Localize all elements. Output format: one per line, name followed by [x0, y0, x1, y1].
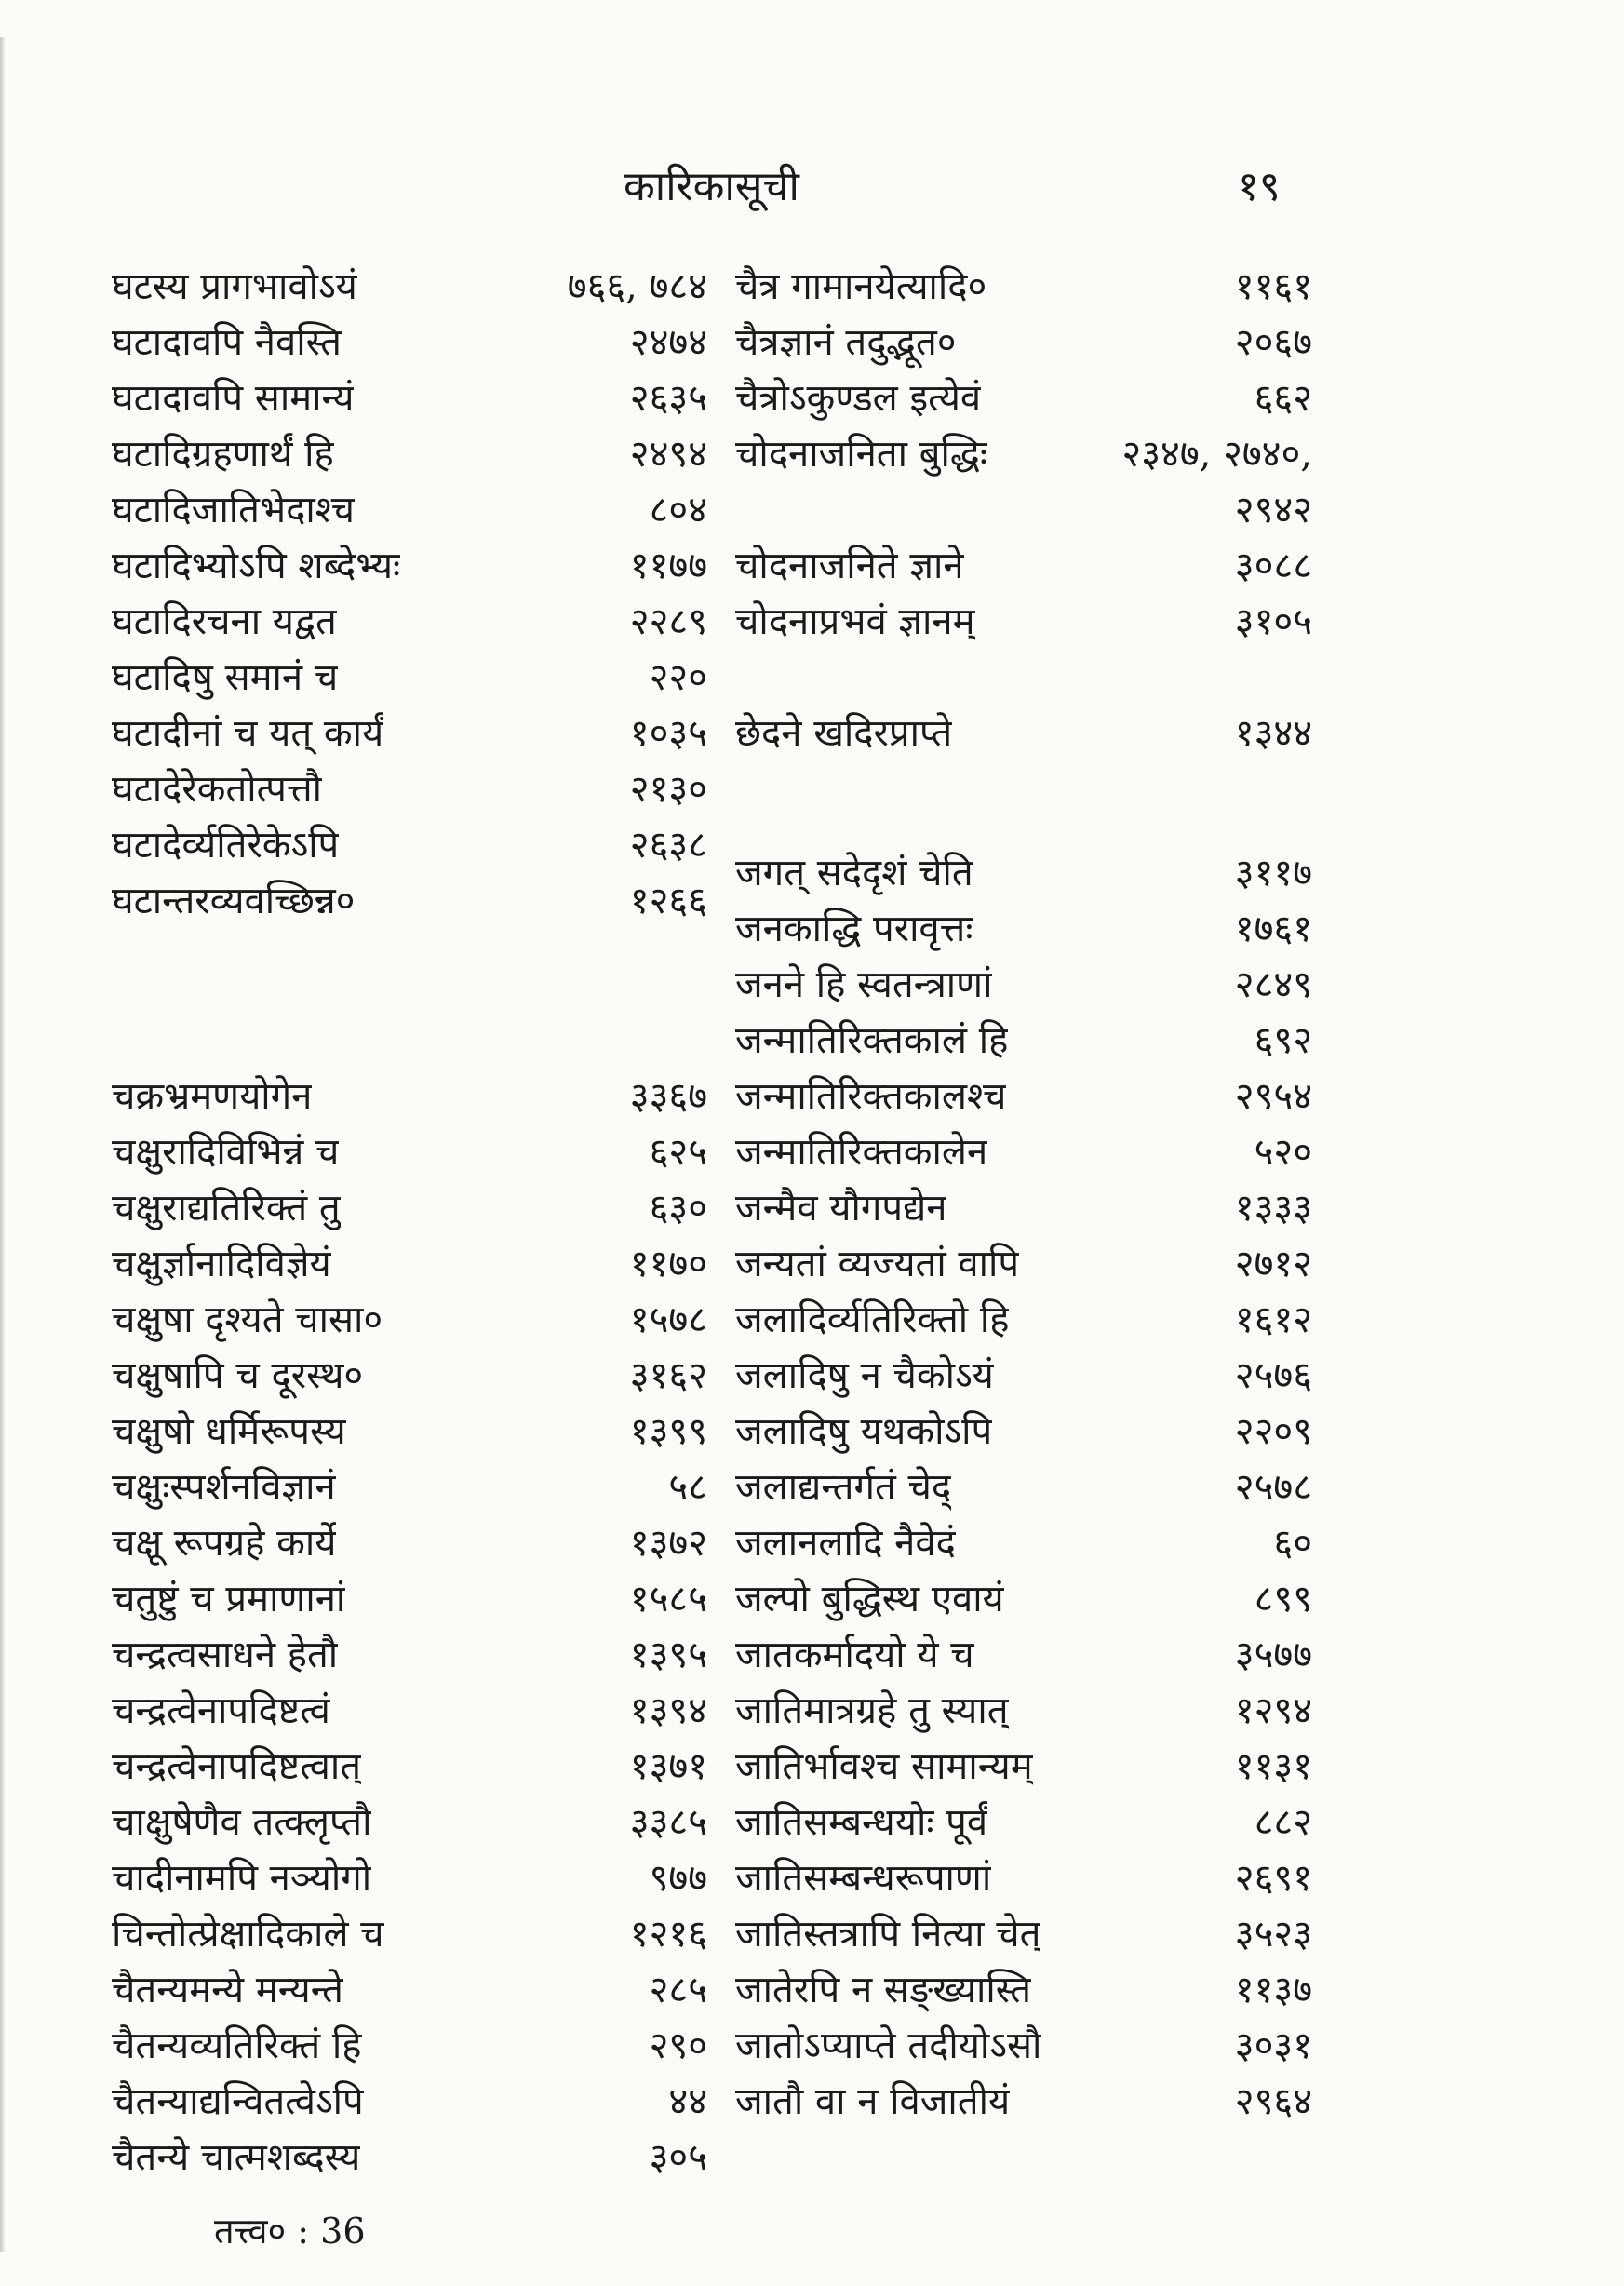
entry-number: १३४४ [1234, 712, 1312, 755]
index-entry [112, 817, 707, 873]
index-entry [112, 426, 707, 482]
entry-number: २७१२ [1234, 1243, 1312, 1285]
entry-number: ३०८८ [1234, 545, 1312, 587]
index-entry [735, 1069, 1312, 1124]
entry-text: जातिस्तत्रापि नित्या चेत् [735, 1913, 1041, 1956]
index-entry [735, 1013, 1312, 1069]
page-title: कारिकासूची [624, 163, 799, 210]
entry-text: घटादावपि सामान्यं [112, 377, 355, 420]
entry-number: ६६२ [1254, 377, 1312, 420]
entry-number: २९० [649, 2024, 707, 2067]
index-entry [735, 1515, 1312, 1571]
index-entry [112, 538, 707, 594]
entry-number: २८५ [649, 1969, 707, 2011]
entry-text: जन्मातिरिक्तकालेन [735, 1131, 988, 1174]
entry-number: ३३६७ [629, 1075, 707, 1118]
index-entry [112, 1683, 707, 1739]
entry-text: चैत्रोऽकुण्डल इत्येवं [735, 377, 982, 420]
entry-text: चन्द्रत्वेनापदिष्टत्वं [112, 1689, 330, 1732]
entry-number: ३१६२ [629, 1354, 707, 1397]
index-entry [112, 1292, 707, 1348]
entry-text: जन्यतां व्यज्यतां वापि [735, 1243, 1020, 1285]
entry-text: चन्द्रत्वसाधने हेतौ [112, 1634, 339, 1676]
index-entry [112, 1180, 707, 1236]
entry-text: जातिर्भावश्च सामान्यम् [735, 1745, 1033, 1788]
entry-text: चक्षुरादिविभिन्नं च [112, 1131, 340, 1174]
index-entry [112, 706, 707, 761]
entry-number: ११७७ [629, 545, 707, 587]
entry-number: २२० [649, 656, 707, 699]
entry-number: २६३५ [629, 377, 707, 420]
index-entry [112, 1404, 707, 1459]
entry-text: चक्षुर्ज्ञानादिविज्ञेयं [112, 1243, 331, 1285]
index-entry [735, 1292, 1312, 1348]
entry-number: १३९४ [629, 1689, 707, 1732]
index-entry [112, 370, 707, 426]
entry-number: ४४ [668, 2080, 707, 2123]
entry-number: २२०९ [1234, 1410, 1312, 1453]
entry-number: ११६१ [1234, 265, 1312, 308]
entry-text: चैतन्ये चात्मशब्दस्य [112, 2136, 361, 2179]
index-entry [112, 761, 707, 817]
entry-text: जन्मातिरिक्तकालं हि [735, 1019, 1009, 1062]
entry-number: २५७८ [1234, 1466, 1312, 1509]
entry-text: घटस्य प्रागभावोऽयं [112, 265, 357, 308]
section-gap [735, 761, 1312, 845]
index-entry [112, 1515, 707, 1571]
entry-number: २४९४ [629, 433, 707, 476]
index-entry [735, 901, 1312, 957]
left-column [112, 259, 707, 2185]
right-column [735, 259, 1312, 2130]
entry-text: चक्षुषा दृश्यते चासा० [112, 1298, 383, 1341]
entry-text: चन्द्रत्वेनापदिष्टत्वात् [112, 1745, 362, 1788]
entry-text: जलाद्यन्तर्गतं चेद् [735, 1466, 952, 1509]
entry-text: चक्षुराद्यतिरिक्तं तु [112, 1187, 341, 1230]
index-entry [735, 1850, 1312, 1906]
index-entry [735, 426, 1312, 482]
entry-number: १२१६ [629, 1913, 707, 1956]
entry-text: चक्षू रूपग्रहे कार्ये [112, 1522, 337, 1565]
entry-number: १३९९ [629, 1410, 707, 1453]
entry-text: जातोऽप्याप्ते तदीयोऽसौ [735, 2024, 1042, 2067]
section-gap [112, 929, 707, 1013]
entry-number: १२९४ [1234, 1689, 1312, 1732]
entry-number: ३५७७ [1234, 1634, 1312, 1676]
index-entry [735, 259, 1312, 315]
entry-number: ७६६, ७८४ [567, 265, 707, 308]
index-entry [112, 1627, 707, 1683]
page-number: १९ [1238, 163, 1281, 210]
entry-number: ९७७ [649, 1857, 707, 1900]
entry-number: २६३८ [629, 824, 707, 867]
entry-number: २९५४ [1234, 1075, 1312, 1118]
entry-number: १२६६ [629, 880, 707, 922]
entry-number: ६२५ [649, 1131, 707, 1174]
entry-number: ३०३१ [1234, 2024, 1312, 2067]
index-entry [735, 315, 1312, 370]
entry-text: जातिसम्बन्धयोः पूर्वं [735, 1801, 988, 1844]
entry-text: जलादिषु न चैकोऽयं [735, 1354, 994, 1397]
entry-text: घटादेरेकतोत्पत्तौ [112, 768, 322, 811]
index-entry [112, 594, 707, 650]
index-entry [735, 706, 1312, 761]
entry-text: चैतन्यमन्ये मन्यन्ते [112, 1969, 343, 2011]
entry-number: ५२० [1254, 1131, 1312, 1174]
entry-text: जलादिर्व्यतिरिक्तो हि [735, 1298, 1010, 1341]
entry-number: २९४२ [1234, 489, 1312, 531]
entry-number: २५७६ [1234, 1354, 1312, 1397]
entry-text: चक्षुःस्पर्शनविज्ञानं [112, 1466, 336, 1509]
index-entry [735, 1180, 1312, 1236]
entry-text: घटादिरचना यद्वत [112, 600, 337, 643]
entry-text: चैत्र गामानयेत्यादि० [735, 265, 987, 308]
entry-text: चक्षुषो धर्मिरूपस्य [112, 1410, 346, 1453]
entry-text: चक्षुषापि च दूरस्थ० [112, 1354, 364, 1397]
entry-text: घटादिग्रहणार्थं हि [112, 433, 334, 476]
index-entry [735, 2018, 1312, 2074]
entry-text: घटादिषु समानं च [112, 656, 339, 699]
entry-number: ५८ [668, 1466, 707, 1509]
entry-text: चैतन्याद्यन्वितत्वेऽपि [112, 2080, 364, 2123]
section-gap [735, 650, 1312, 706]
entry-number: ३०५ [649, 2136, 707, 2179]
entry-number: ३१०५ [1234, 600, 1312, 643]
index-entry [735, 370, 1312, 426]
index-entry [112, 2074, 707, 2130]
entry-text: चादीनामपि नञ्योगो [112, 1857, 372, 1900]
entry-text: घटान्तरव्यवच्छिन्न० [112, 880, 356, 922]
entry-number: ३११७ [1234, 852, 1312, 894]
index-entry [112, 315, 707, 370]
index-entry [112, 1348, 707, 1404]
index-entry [735, 957, 1312, 1013]
entry-number: ८०४ [649, 489, 707, 531]
entry-text: जलादिषु यथकोऽपि [735, 1410, 993, 1453]
entry-number: ११३१ [1234, 1745, 1312, 1788]
index-entry [735, 2074, 1312, 2130]
entry-text: जनकाद्धि परावृत्तः [735, 908, 973, 950]
entry-text: जल्पो बुद्धिस्थ एवायं [735, 1578, 1004, 1620]
index-entry [112, 1850, 707, 1906]
index-entry [735, 1739, 1312, 1795]
entry-text: चोदनाप्रभवं ज्ञानम् [735, 600, 975, 643]
footer-signature: तत्त्व० : 36 [214, 2211, 366, 2252]
index-entry [735, 1124, 1312, 1180]
entry-number: १५८५ [629, 1578, 707, 1620]
entry-number: १३९५ [629, 1634, 707, 1676]
index-entry [112, 482, 707, 538]
entry-number: ६० [1273, 1522, 1312, 1565]
index-entry [112, 2018, 707, 2074]
index-entry [735, 1236, 1312, 1292]
index-entry [112, 1962, 707, 2018]
page-header [0, 156, 1624, 222]
entry-text: जन्मैव यौगपद्येन [735, 1187, 947, 1230]
entry-text: घटादिजातिभेदाश्च [112, 489, 356, 531]
entry-text: जातौ वा न विजातीयं [735, 2080, 1011, 2123]
entry-text: चैत्रज्ञानं तदुद्भूत० [735, 321, 957, 364]
index-entry-continuation [735, 482, 1312, 538]
entry-number: ११७० [629, 1243, 707, 1285]
entry-text: घटादीनां च यत् कार्यं [112, 712, 384, 755]
entry-number: १६१२ [1234, 1298, 1312, 1341]
index-entry [112, 1571, 707, 1627]
entry-number: २६९१ [1234, 1857, 1312, 1900]
entry-number: २१३० [629, 768, 707, 811]
entry-number: ३५२३ [1234, 1913, 1312, 1956]
entry-text: चाक्षुषेणैव तत्क्लृप्तौ [112, 1801, 372, 1844]
index-entry [112, 650, 707, 706]
index-entry [735, 845, 1312, 901]
entry-number: २८४९ [1234, 963, 1312, 1006]
entry-text: चैतन्यव्यतिरिक्तं हि [112, 2024, 362, 2067]
index-entry [735, 1683, 1312, 1739]
entry-number: १५७८ [629, 1298, 707, 1341]
entry-number: २२८९ [629, 600, 707, 643]
entry-text: जलानलादि नैवेदं [735, 1522, 956, 1565]
index-entry [112, 259, 707, 315]
index-entry [735, 538, 1312, 594]
entry-text: चक्रभ्रमणयोगेन [112, 1075, 313, 1118]
entry-text: जनने हि स्वतन्त्राणां [735, 963, 993, 1006]
entry-number: ८८२ [1254, 1801, 1312, 1844]
index-entry [735, 1962, 1312, 2018]
entry-number: १३७२ [629, 1522, 707, 1565]
entry-text: जातिमात्रग्रहे तु स्यात् [735, 1689, 1009, 1732]
entry-number: १०३५ [629, 712, 707, 755]
index-entry [112, 1236, 707, 1292]
entry-number: २०६७ [1234, 321, 1312, 364]
index-entry [112, 1795, 707, 1850]
index-entry [112, 2130, 707, 2185]
entry-text: घटादिभ्योऽपि शब्देभ्यः [112, 545, 401, 587]
index-entry [735, 1404, 1312, 1459]
index-entry [735, 1571, 1312, 1627]
index-entry [735, 1906, 1312, 1962]
index-entry [112, 1124, 707, 1180]
entry-text: जातिसम्बन्धरूपाणां [735, 1857, 992, 1900]
entry-text: चिन्तोत्प्रेक्षादिकाले च [112, 1913, 384, 1956]
index-entry [112, 1069, 707, 1124]
entry-text: चोदनाजनिता बुद्धिः [735, 433, 987, 476]
entry-text: घटादेर्व्यतिरेकेऽपि [112, 824, 340, 867]
entry-text: घटादावपि नैवस्ति [112, 321, 342, 364]
entry-number: ११३७ [1234, 1969, 1312, 2011]
entry-number: २९६४ [1234, 2080, 1312, 2123]
entry-text: जगत् सदेदृशं चेति [735, 852, 973, 894]
entry-number: १३३३ [1234, 1187, 1312, 1230]
index-entry [735, 1627, 1312, 1683]
index-entry [735, 1348, 1312, 1404]
index-entry [112, 1739, 707, 1795]
entry-number: १३७१ [629, 1745, 707, 1788]
entry-number: २३४७, २७४०, [1121, 433, 1312, 476]
index-entry [112, 1459, 707, 1515]
entry-number: ६३० [649, 1187, 707, 1230]
index-entry [735, 594, 1312, 650]
entry-number: ८९९ [1254, 1578, 1312, 1620]
entry-number: ३३८५ [629, 1801, 707, 1844]
entry-text: जन्मातिरिक्तकालश्च [735, 1075, 1007, 1118]
entry-text: चतुष्टुं च प्रमाणानां [112, 1578, 346, 1620]
index-entry [735, 1795, 1312, 1850]
index-entry [112, 873, 707, 929]
entry-text: चोदनाजनिते ज्ञाने [735, 545, 964, 587]
entry-number: १७६१ [1234, 908, 1312, 950]
entry-number: २४७४ [629, 321, 707, 364]
entry-text: जातकर्मादयो ये च [735, 1634, 974, 1676]
entry-text: जातेरपि न सङ्ख्यास्ति [735, 1969, 1032, 2011]
index-entry [735, 1459, 1312, 1515]
entry-number: ६९२ [1254, 1019, 1312, 1062]
index-entry [112, 1906, 707, 1962]
section-gap [112, 1013, 707, 1069]
scan-edge-shadow [0, 37, 6, 2252]
entry-text: छेदने खदिरप्राप्ते [735, 712, 953, 755]
